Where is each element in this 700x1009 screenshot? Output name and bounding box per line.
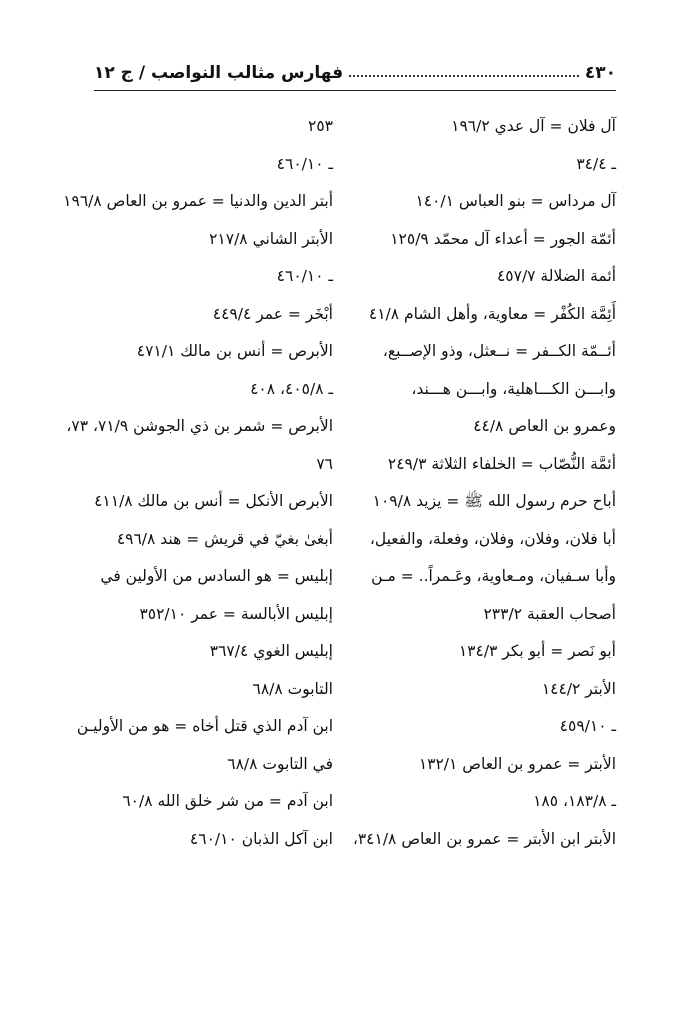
index-entry: أَئِمَّة الكُفْر = معاوية، وأهل الشام ٤١/٨ [368,304,616,323]
index-entry: ـ ٤٠٥/٨، ٤٠٨ [250,379,333,398]
page-header [94,58,616,88]
running-title: فهارس مثالب النواصب / ج ١٢ [94,63,344,83]
index-entry: ـ ٣٤/٤ [576,154,616,173]
index-entry: أئمَّة النُّصّاب = الخلفاء الثلاثة ٢٤٩/٣ [387,454,616,473]
index-entry: في التابوت ٦٨/٨ [227,754,333,773]
index-entry: ابن آكل الذبان ٤٦٠/١٠ [189,829,333,848]
index-entry: ـ ٤٦٠/١٠ [276,154,333,173]
index-entry: أبْخَر = عمر ٤٤٩/٤ [212,304,333,323]
index-entry: ٧٦ [316,454,333,473]
index-entry: إبليس = هو السادس من الأولين في [100,567,333,585]
index-entry: وابـــن الكـــاهلية، وابـــن هـــند، [411,379,616,398]
index-entry: التابوت ٦٨/٨ [252,679,333,698]
index-entry: الأبرص = أنس بن مالك ٤٧١/١ [136,342,333,360]
page-number: ٤٣٠ [584,63,616,83]
index-entry: أصحاب العقبة ٢٣٣/٢ [483,604,616,623]
index-entry: الأبتر ١٤٤/٢ [541,679,616,698]
index-entry: ٢٥٣ [308,117,333,135]
index-entry: آل فلان = آل عدي ١٩٦/٢ [451,117,616,135]
index-entry: أبتر الدين والدنيا = عمرو بن العاص ١٩٦/٨ [63,192,333,210]
index-entry: أبو نَصر = أبو بكر ١٣٤/٣ [458,642,616,660]
index-entry: أبغىٰ بغيّ في قريش = هند ٤٩٦/٨ [116,529,333,548]
index-entry: ـ ٤٦٠/١٠ [276,267,333,285]
index-column-left [63,108,333,858]
index-entry: إبليس الغوي ٣٦٧/٤ [209,642,333,660]
index-entry: آل مرداس = بنو العباس ١٤٠/١ [415,192,616,210]
index-entry: إبليس الأبالسة = عمر ٣٥٢/١٠ [139,604,333,623]
index-entry: الأبرص = شمر بن ذي الجوشن ٧١/٩، ٧٣، [66,417,333,435]
index-entry: ابن آدم الذي قتل أخاه = هو من الأوليـن [76,717,333,735]
index-entry: ـ ٤٥٩/١٠ [559,717,616,735]
index-entry: الأبتر = عمرو بن العاص ١٣٢/١ [418,754,616,773]
index-entry: أئــمّة الكــفر = نــعثل، وذو الإصــبع، [382,342,616,360]
index-entry: أئمة الضلالة ٤٥٧/٧ [496,267,616,285]
index-column-right [352,108,616,858]
header-dot-leader [349,65,579,77]
index-entry: ـ ١٨٣/٨، ١٨٥ [533,792,616,810]
index-entry: أئمّة الجور = أعداء آل محمّد ١٢٥/٩ [390,229,616,248]
index-entry: وعمرو بن العاص ٤٤/٨ [473,417,616,435]
index-entry: ابن آدم = من شر خلق الله ٦٠/٨ [122,792,333,810]
index-entry: الأبتر الشاني ٢١٧/٨ [209,229,333,248]
index-entry: الأبرص الأنكل = أنس بن مالك ٤١١/٨ [94,492,333,510]
header-rule [94,90,616,91]
index-entry: أباح حرم رسول الله ﷺ = يزيد ١٠٩/٨ [372,492,616,510]
index-entry: أبا فلان، وفلان، وفلان، وفعلة، والفعيل، [369,529,616,548]
index-entry: وأبا سـفيان، ومـعاوية، وعَـمراً.. = مـن [371,567,616,585]
index-entry: الأبتر ابن الأبتر = عمرو بن العاص ٣٤١/٨، [352,829,616,848]
